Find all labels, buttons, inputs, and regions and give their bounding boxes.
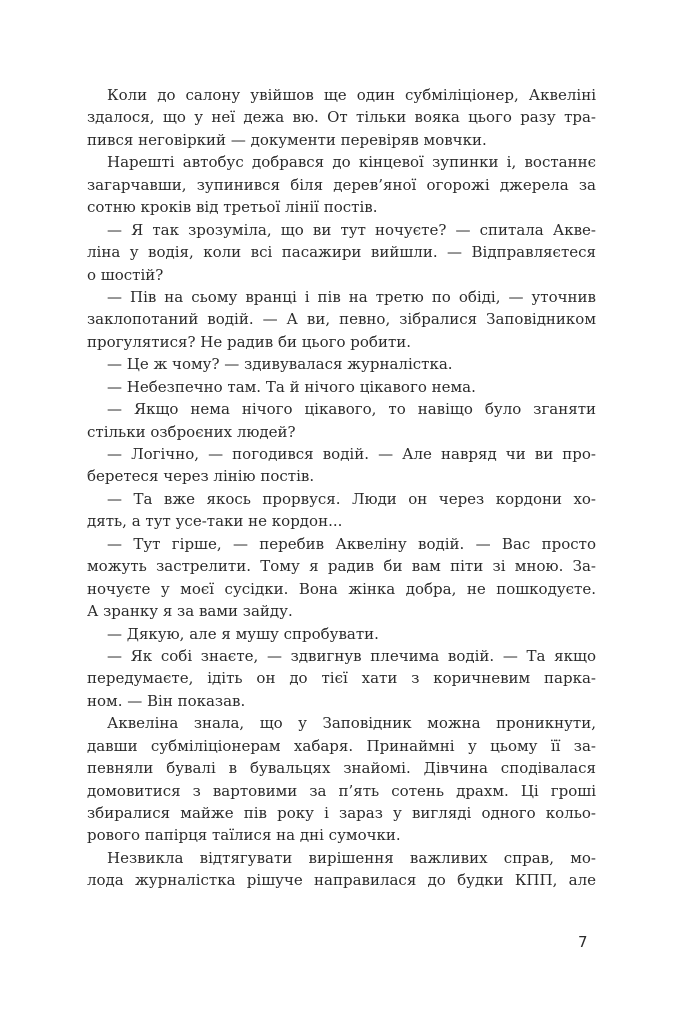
text-line: можуть застрелити. Тому я радив би вам піти зі мною. За-	[87, 557, 596, 576]
text-line: ліна у водія, коли всі пасажири вийшли. — Відправляєтеся	[87, 243, 596, 262]
paragraph	[87, 645, 596, 712]
paragraph	[87, 219, 596, 286]
text-line: ном. — Він показав.	[87, 691, 246, 710]
page-number: 7	[578, 933, 588, 951]
paragraph	[87, 286, 596, 353]
text-line: — Це ж чому? — здивувалася журналістка.	[107, 355, 453, 374]
text-line: о шостій?	[87, 265, 164, 284]
text-line: збиралися майже пів року і зараз у вигляді одного кольо-	[87, 804, 596, 822]
text-line: — Тут гірше, — перебив Аквеліну водій. — Вас просто	[107, 534, 596, 553]
text-line: — Як собі знаєте, — здвигнув плечима водій. — Та якщо	[107, 646, 596, 665]
text-line: певняли бувалі в бувальцях знайомі. Дівчина сподівалася	[87, 759, 596, 778]
paragraph	[87, 488, 596, 533]
paragraph	[87, 443, 596, 488]
paragraph	[87, 84, 596, 151]
text-line: — Я так зрозуміла, що ви тут ночуєте? — спитала Акве-	[107, 220, 596, 239]
paragraph	[87, 151, 596, 218]
text-line: — Пів на сьому вранці і пів на третю по обіді, — уточнив	[107, 287, 596, 306]
text-line: ночуєте у моєї сусідки. Вона жінка добра, не пошкодуєте.	[87, 579, 596, 598]
text-line: беретеся через лінію постів.	[87, 467, 315, 486]
text-line: дять, а тут усе-таки не кордон...	[87, 512, 343, 531]
text-line: сотню кроків від третьої лінії постів.	[87, 198, 378, 217]
text-line: прогулятися? Не радив би цього робити.	[87, 332, 412, 351]
paragraph	[87, 353, 596, 375]
text-line: — Та вже якось прорвуся. Люди он через кордони хо-	[107, 489, 596, 508]
paragraph	[87, 398, 596, 443]
text-line: лода журналістка рішуче направилася до будки КПП, але	[87, 871, 596, 890]
paragraph	[87, 376, 596, 398]
text-line: загарчавши, зупинився біля дерев’яної огорожі джерела за	[87, 175, 596, 194]
text-line: передумаєте, ідіть он до тієї хати з коричневим парка-	[87, 669, 596, 688]
page-body-text	[87, 84, 596, 892]
paragraph	[87, 847, 596, 892]
text-line: — Логічно, — погодився водій. — Але навряд чи ви про-	[107, 445, 596, 463]
paragraph	[87, 712, 596, 847]
text-line: здалося, що у неї дежа вю. От тільки вояка цього разу тра-	[87, 108, 596, 127]
text-line: давши субміліціонерам хабаря. Принаймні у цьому її за-	[87, 736, 596, 755]
text-line: стільки озброєних людей?	[87, 422, 296, 441]
text-line: рового папірця таїлися на дні сумочки.	[87, 826, 401, 845]
paragraph	[87, 533, 596, 623]
text-line: — Якщо нема нічого цікавого, то навіщо було зганяти	[107, 400, 596, 419]
text-line: заклопотаний водій. — А ви, певно, зібралися Заповідником	[87, 310, 596, 329]
paragraph	[87, 623, 596, 645]
text-line: домовитися з вартовими за п’ять сотень драхм. Ці гроші	[87, 781, 596, 800]
text-line: Нарешті автобус добрався до кінцевої зупинки і, востаннє	[107, 153, 596, 172]
text-line: пився неговіркий — документи перевіряв мовчки.	[87, 130, 487, 149]
text-line: — Дякую, але я мушу спробувати.	[107, 624, 379, 643]
text-line: Коли до салону увійшов ще один субміліціонер, Аквеліні	[107, 86, 596, 104]
text-line: Незвикла відтягувати вирішення важливих справ, мо-	[107, 848, 596, 867]
text-line: Аквеліна знала, що у Заповідник можна проникнути,	[107, 714, 596, 733]
text-line: — Небезпечно там. Та й нічого цікавого нема.	[107, 377, 476, 396]
text-line: А зранку я за вами зайду.	[87, 602, 293, 621]
